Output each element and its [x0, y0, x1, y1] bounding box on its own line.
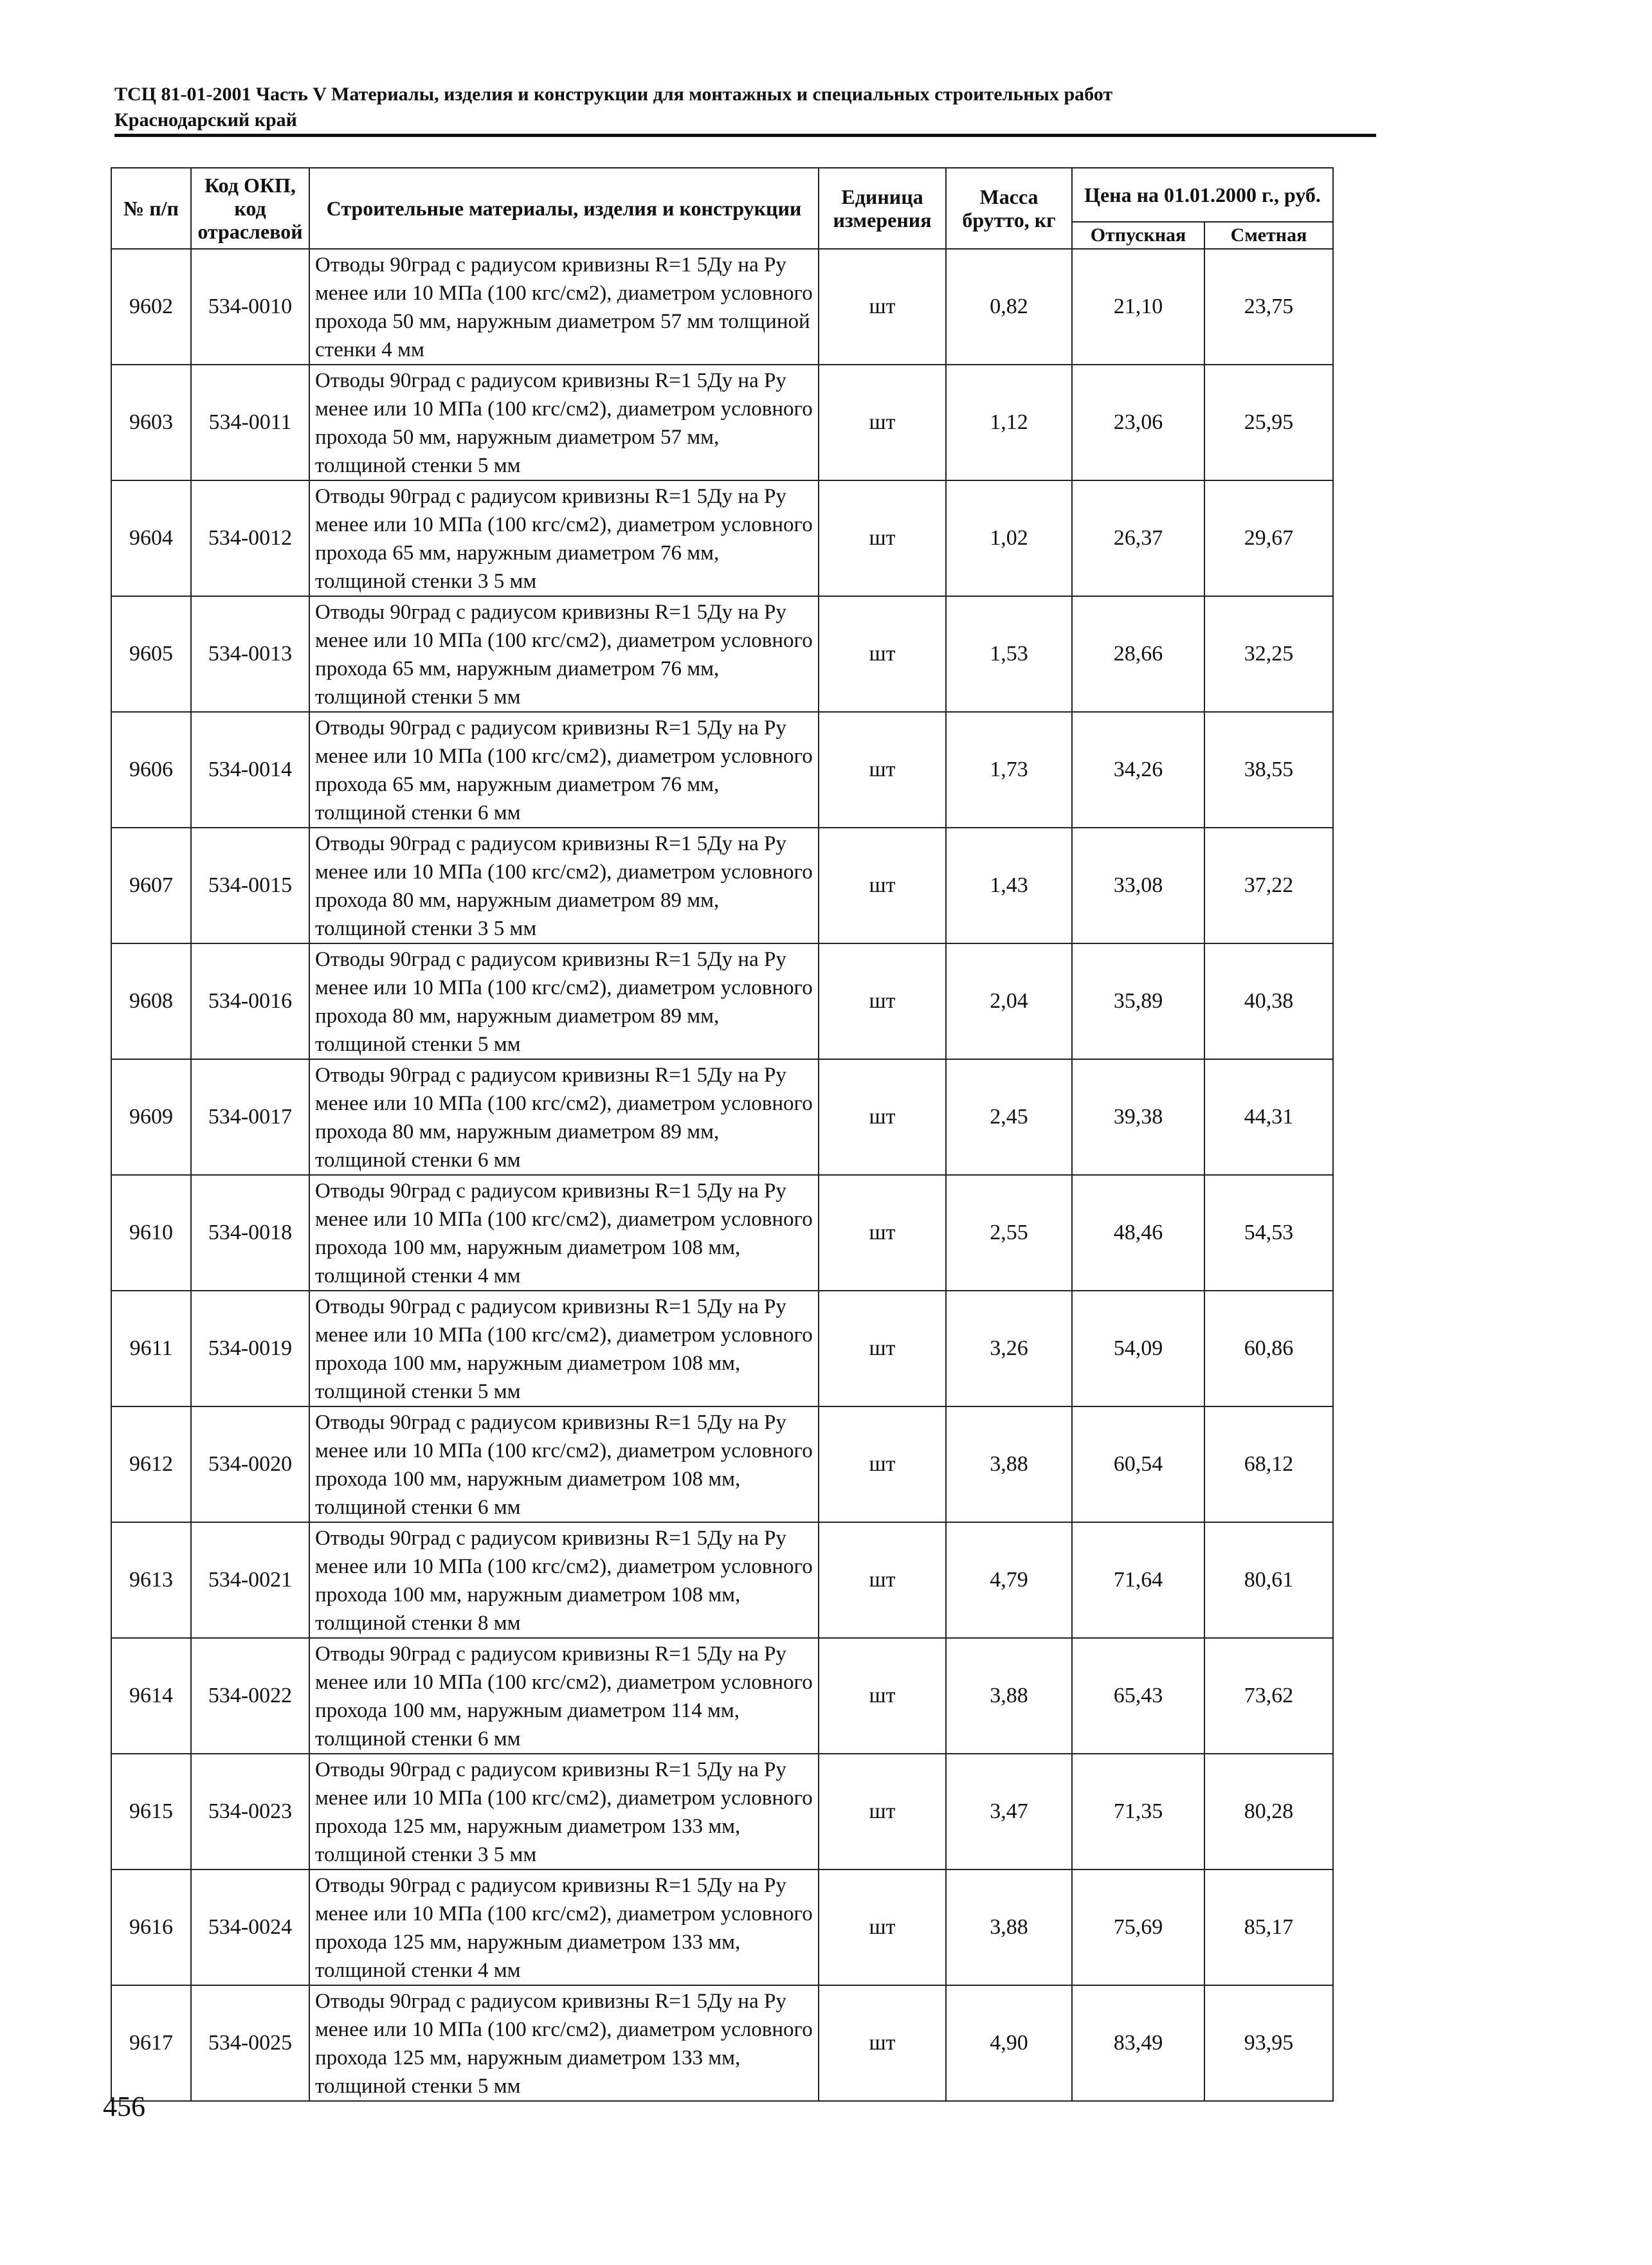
cell-unit: шт — [819, 1059, 946, 1175]
cell-mass: 4,90 — [946, 1985, 1072, 2101]
cell-code: 534-0013 — [191, 596, 309, 712]
cell-mass: 2,55 — [946, 1175, 1072, 1291]
cell-name: Отводы 90град с радиусом кривизны R=1 5Ду на Ру менее или 10 МПа (100 кгс/см2), диаметром условного прохода 125 мм, наружным диаметром 133 мм, толщиной стенки 5 мм — [309, 1985, 819, 2101]
table-row — [111, 1638, 1333, 1754]
table-row — [111, 1406, 1333, 1522]
cell-mass: 1,02 — [946, 480, 1072, 596]
cell-mass: 2,45 — [946, 1059, 1072, 1175]
column-header-num: № п/п — [111, 168, 191, 249]
cell-num: 9605 — [111, 596, 191, 712]
table-row — [111, 828, 1333, 943]
cell-price-release: 65,43 — [1072, 1638, 1204, 1754]
table-row — [111, 249, 1333, 365]
cell-mass: 3,88 — [946, 1638, 1072, 1754]
table-row — [111, 1985, 1333, 2101]
cell-name: Отводы 90град с радиусом кривизны R=1 5Ду на Ру менее или 10 МПа (100 кгс/см2), диаметром условного прохода 50 мм, наружным диаметром 57 мм, толщиной стенки 5 мм — [309, 365, 819, 480]
cell-unit: шт — [819, 596, 946, 712]
cell-price-estimate: 60,86 — [1204, 1291, 1333, 1406]
column-header-price-release: Отпускная — [1072, 222, 1204, 249]
table-row — [111, 1869, 1333, 1985]
document-header-title: ТСЦ 81-01-2001 Часть V Материалы, изделия и конструкции для монтажных и специальных строительных работ — [114, 84, 1113, 105]
cell-name: Отводы 90град с радиусом кривизны R=1 5Ду на Ру менее или 10 МПа (100 кгс/см2), диаметром условного прохода 50 мм, наружным диаметром 57 мм толщиной стенки 4 мм — [309, 249, 819, 365]
cell-code: 534-0016 — [191, 943, 309, 1059]
cell-price-estimate: 80,61 — [1204, 1522, 1333, 1638]
cell-price-release: 54,09 — [1072, 1291, 1204, 1406]
cell-code: 534-0021 — [191, 1522, 309, 1638]
cell-code: 534-0020 — [191, 1406, 309, 1522]
cell-unit: шт — [819, 1754, 946, 1869]
cell-price-estimate: 68,12 — [1204, 1406, 1333, 1522]
cell-num: 9606 — [111, 712, 191, 828]
cell-code: 534-0019 — [191, 1291, 309, 1406]
column-header-name: Строительные материалы, изделия и конструкции — [309, 168, 819, 249]
cell-price-release: 35,89 — [1072, 943, 1204, 1059]
table-body — [111, 249, 1333, 2101]
cell-mass: 3,26 — [946, 1291, 1072, 1406]
cell-code: 534-0015 — [191, 828, 309, 943]
cell-name: Отводы 90град с радиусом кривизны R=1 5Ду на Ру менее или 10 МПа (100 кгс/см2), диаметром условного прохода 80 мм, наружным диаметром 89 мм, толщиной стенки 5 мм — [309, 943, 819, 1059]
cell-price-release: 71,64 — [1072, 1522, 1204, 1638]
cell-num: 9616 — [111, 1869, 191, 1985]
cell-name: Отводы 90град с радиусом кривизны R=1 5Ду на Ру менее или 10 МПа (100 кгс/см2), диаметром условного прохода 65 мм, наружным диаметром 76 мм, толщиной стенки 5 мм — [309, 596, 819, 712]
cell-unit: шт — [819, 365, 946, 480]
cell-name: Отводы 90град с радиусом кривизны R=1 5Ду на Ру менее или 10 МПа (100 кгс/см2), диаметром условного прохода 80 мм, наружным диаметром 89 мм, толщиной стенки 6 мм — [309, 1059, 819, 1175]
cell-name: Отводы 90град с радиусом кривизны R=1 5Ду на Ру менее или 10 МПа (100 кгс/см2), диаметром условного прохода 125 мм, наружным диаметром 133 мм, толщиной стенки 4 мм — [309, 1869, 819, 1985]
table-row — [111, 1175, 1333, 1291]
cell-unit: шт — [819, 1985, 946, 2101]
cell-price-release: 26,37 — [1072, 480, 1204, 596]
cell-code: 534-0017 — [191, 1059, 309, 1175]
cell-unit: шт — [819, 1638, 946, 1754]
cell-name: Отводы 90град с радиусом кривизны R=1 5Ду на Ру менее или 10 МПа (100 кгс/см2), диаметром условного прохода 65 мм, наружным диаметром 76 мм, толщиной стенки 6 мм — [309, 712, 819, 828]
table-row — [111, 1291, 1333, 1406]
cell-price-release: 83,49 — [1072, 1985, 1204, 2101]
cell-name: Отводы 90град с радиусом кривизны R=1 5Ду на Ру менее или 10 МПа (100 кгс/см2), диаметром условного прохода 100 мм, наружным диаметром 108 мм, толщиной стенки 5 мм — [309, 1291, 819, 1406]
cell-unit: шт — [819, 1406, 946, 1522]
cell-mass: 3,47 — [946, 1754, 1072, 1869]
cell-price-release: 28,66 — [1072, 596, 1204, 712]
page-number: 456 — [103, 2091, 145, 2122]
cell-price-release: 21,10 — [1072, 249, 1204, 365]
cell-num: 9614 — [111, 1638, 191, 1754]
cell-code: 534-0018 — [191, 1175, 309, 1291]
cell-mass: 2,04 — [946, 943, 1072, 1059]
table-header — [111, 168, 1333, 249]
cell-unit: шт — [819, 1522, 946, 1638]
cell-num: 9617 — [111, 1985, 191, 2101]
cell-price-release: 48,46 — [1072, 1175, 1204, 1291]
column-header-unit: Единица измерения — [819, 168, 946, 249]
cell-name: Отводы 90град с радиусом кривизны R=1 5Ду на Ру менее или 10 МПа (100 кгс/см2), диаметром условного прохода 100 мм, наружным диаметром 114 мм, толщиной стенки 6 мм — [309, 1638, 819, 1754]
table-row — [111, 596, 1333, 712]
column-header-price-group: Цена на 01.01.2000 г., руб. — [1072, 168, 1333, 222]
cell-name: Отводы 90град с радиусом кривизны R=1 5Ду на Ру менее или 10 МПа (100 кгс/см2), диаметром условного прохода 100 мм, наружным диаметром 108 мм, толщиной стенки 4 мм — [309, 1175, 819, 1291]
cell-num: 9612 — [111, 1406, 191, 1522]
cell-num: 9603 — [111, 365, 191, 480]
cell-code: 534-0025 — [191, 1985, 309, 2101]
cell-num: 9608 — [111, 943, 191, 1059]
cell-price-estimate: 32,25 — [1204, 596, 1333, 712]
cell-code: 534-0010 — [191, 249, 309, 365]
cell-unit: шт — [819, 249, 946, 365]
cell-price-release: 71,35 — [1072, 1754, 1204, 1869]
table-row — [111, 1059, 1333, 1175]
cell-mass: 3,88 — [946, 1406, 1072, 1522]
cell-unit: шт — [819, 943, 946, 1059]
table-row — [111, 1754, 1333, 1869]
cell-code: 534-0024 — [191, 1869, 309, 1985]
cell-code: 534-0012 — [191, 480, 309, 596]
table-row — [111, 712, 1333, 828]
cell-price-estimate: 73,62 — [1204, 1638, 1333, 1754]
cell-price-estimate: 23,75 — [1204, 249, 1333, 365]
cell-mass: 1,12 — [946, 365, 1072, 480]
materials-price-table — [111, 167, 1334, 2102]
cell-name: Отводы 90град с радиусом кривизны R=1 5Ду на Ру менее или 10 МПа (100 кгс/см2), диаметром условного прохода 100 мм, наружным диаметром 108 мм, толщиной стенки 6 мм — [309, 1406, 819, 1522]
cell-num: 9611 — [111, 1291, 191, 1406]
column-header-code: Код ОКП, код отраслевой — [191, 168, 309, 249]
cell-price-estimate: 85,17 — [1204, 1869, 1333, 1985]
cell-name: Отводы 90град с радиусом кривизны R=1 5Ду на Ру менее или 10 МПа (100 кгс/см2), диаметром условного прохода 125 мм, наружным диаметром 133 мм, толщиной стенки 3 5 мм — [309, 1754, 819, 1869]
cell-num: 9607 — [111, 828, 191, 943]
cell-num: 9609 — [111, 1059, 191, 1175]
cell-price-estimate: 37,22 — [1204, 828, 1333, 943]
cell-price-estimate: 80,28 — [1204, 1754, 1333, 1869]
cell-unit: шт — [819, 1869, 946, 1985]
column-header-price-estimate: Сметная — [1204, 222, 1333, 249]
cell-num: 9610 — [111, 1175, 191, 1291]
cell-name: Отводы 90град с радиусом кривизны R=1 5Ду на Ру менее или 10 МПа (100 кгс/см2), диаметром условного прохода 100 мм, наружным диаметром 108 мм, толщиной стенки 8 мм — [309, 1522, 819, 1638]
column-header-mass: Масса брутто, кг — [946, 168, 1072, 249]
cell-unit: шт — [819, 1291, 946, 1406]
cell-price-release: 33,08 — [1072, 828, 1204, 943]
table-row — [111, 1522, 1333, 1638]
header-divider — [114, 134, 1376, 137]
cell-price-estimate: 25,95 — [1204, 365, 1333, 480]
cell-price-release: 75,69 — [1072, 1869, 1204, 1985]
cell-price-estimate: 29,67 — [1204, 480, 1333, 596]
cell-name: Отводы 90град с радиусом кривизны R=1 5Ду на Ру менее или 10 МПа (100 кгс/см2), диаметром условного прохода 65 мм, наружным диаметром 76 мм, толщиной стенки 3 5 мм — [309, 480, 819, 596]
cell-mass: 3,88 — [946, 1869, 1072, 1985]
cell-code: 534-0011 — [191, 365, 309, 480]
document-header-region: Краснодарский край — [114, 109, 297, 131]
cell-code: 534-0014 — [191, 712, 309, 828]
cell-unit: шт — [819, 828, 946, 943]
cell-price-estimate: 40,38 — [1204, 943, 1333, 1059]
table-row — [111, 480, 1333, 596]
cell-mass: 1,73 — [946, 712, 1072, 828]
table-row — [111, 943, 1333, 1059]
cell-price-release: 39,38 — [1072, 1059, 1204, 1175]
cell-price-estimate: 93,95 — [1204, 1985, 1333, 2101]
cell-price-release: 34,26 — [1072, 712, 1204, 828]
cell-price-release: 23,06 — [1072, 365, 1204, 480]
cell-mass: 1,53 — [946, 596, 1072, 712]
cell-mass: 0,82 — [946, 249, 1072, 365]
cell-mass: 4,79 — [946, 1522, 1072, 1638]
cell-code: 534-0023 — [191, 1754, 309, 1869]
cell-unit: шт — [819, 480, 946, 596]
cell-price-release: 60,54 — [1072, 1406, 1204, 1522]
cell-mass: 1,43 — [946, 828, 1072, 943]
cell-price-estimate: 44,31 — [1204, 1059, 1333, 1175]
cell-name: Отводы 90град с радиусом кривизны R=1 5Ду на Ру менее или 10 МПа (100 кгс/см2), диаметром условного прохода 80 мм, наружным диаметром 89 мм, толщиной стенки 3 5 мм — [309, 828, 819, 943]
cell-code: 534-0022 — [191, 1638, 309, 1754]
cell-unit: шт — [819, 712, 946, 828]
table-row — [111, 365, 1333, 480]
cell-price-estimate: 38,55 — [1204, 712, 1333, 828]
cell-unit: шт — [819, 1175, 946, 1291]
cell-num: 9602 — [111, 249, 191, 365]
cell-num: 9615 — [111, 1754, 191, 1869]
cell-num: 9604 — [111, 480, 191, 596]
cell-price-estimate: 54,53 — [1204, 1175, 1333, 1291]
cell-num: 9613 — [111, 1522, 191, 1638]
